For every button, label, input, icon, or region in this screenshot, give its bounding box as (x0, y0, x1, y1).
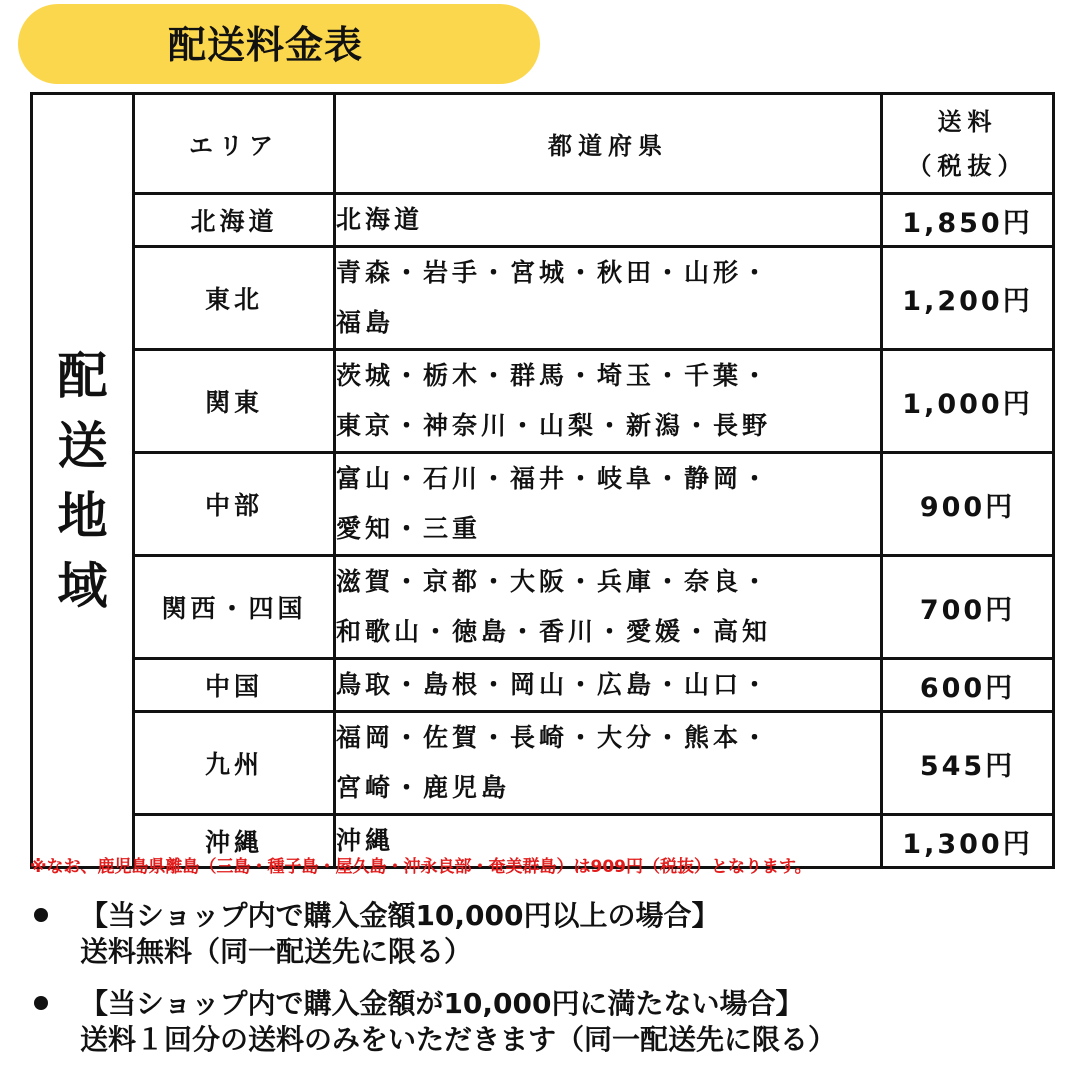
table-row (32, 194, 1054, 247)
area-cell: 沖縄 (134, 815, 335, 868)
area-cell: 北海道 (134, 194, 335, 247)
table-row (32, 350, 1054, 453)
bullet-item (30, 898, 1060, 970)
table-row (32, 556, 1054, 659)
shipping-rate-table (30, 92, 1055, 869)
prefecture-cell: 茨城・栃木・群馬・埼玉・千葉・ 東京・神奈川・山梨・新潟・長野 (335, 350, 882, 453)
fee-cell: 1,000円 (882, 350, 1054, 453)
fee-cell: 1,200円 (882, 247, 1054, 350)
area-cell: 関東 (134, 350, 335, 453)
bullet-condition: 【当ショップ内で購入金額10,000円以上の場合】 (80, 899, 720, 932)
prefecture-cell: 沖縄 (335, 815, 882, 868)
fee-cell: 1,300円 (882, 815, 1054, 868)
prefecture-cell: 富山・石川・福井・岐阜・静岡・ 愛知・三重 (335, 453, 882, 556)
table-row (32, 453, 1054, 556)
header-area: エリア (134, 94, 335, 194)
prefecture-cell: 福岡・佐賀・長崎・大分・熊本・ 宮崎・鹿児島 (335, 712, 882, 815)
bullet-detail: 送料１回分の送料のみをいただきます（同一配送先に限る） (80, 1023, 837, 1056)
fee-cell: 700円 (882, 556, 1054, 659)
area-cell: 中部 (134, 453, 335, 556)
fee-cell: 1,850円 (882, 194, 1054, 247)
fee-cell: 900円 (882, 453, 1054, 556)
fee-cell: 600円 (882, 659, 1054, 712)
area-cell: 東北 (134, 247, 335, 350)
remote-island-note: ※なお、鹿児島県離島（三島・種子島・屋久島・沖永良部・奄美群島）は909円（税抜）となります。 (30, 857, 812, 877)
table-header-row (32, 94, 1054, 194)
area-cell: 九州 (134, 712, 335, 815)
bullet-condition: 【当ショップ内で購入金額が10,000円に満たない場合】 (80, 987, 804, 1020)
page-title: 配送料金表 (168, 23, 364, 67)
delivery-region-label: 配 送 地 域 (32, 94, 134, 868)
bullet-item (30, 986, 1060, 1058)
area-cell: 中国 (134, 659, 335, 712)
table-row (32, 712, 1054, 815)
header-fee: 送料 （税抜） (882, 94, 1054, 194)
table-row (32, 659, 1054, 712)
bullet-dot-icon (34, 908, 48, 922)
header-prefectures: 都道府県 (335, 94, 882, 194)
area-cell: 関西・四国 (134, 556, 335, 659)
bullet-detail: 送料無料（同一配送先に限る） (80, 935, 473, 968)
prefecture-cell: 滋賀・京都・大阪・兵庫・奈良・ 和歌山・徳島・香川・愛媛・高知 (335, 556, 882, 659)
prefecture-cell: 青森・岩手・宮城・秋田・山形・ 福島 (335, 247, 882, 350)
prefecture-cell: 鳥取・島根・岡山・広島・山口・ (335, 659, 882, 712)
prefecture-cell: 北海道 (335, 194, 882, 247)
bullet-list (30, 898, 1060, 1074)
table-row (32, 247, 1054, 350)
bullet-dot-icon (34, 996, 48, 1010)
fee-cell: 545円 (882, 712, 1054, 815)
